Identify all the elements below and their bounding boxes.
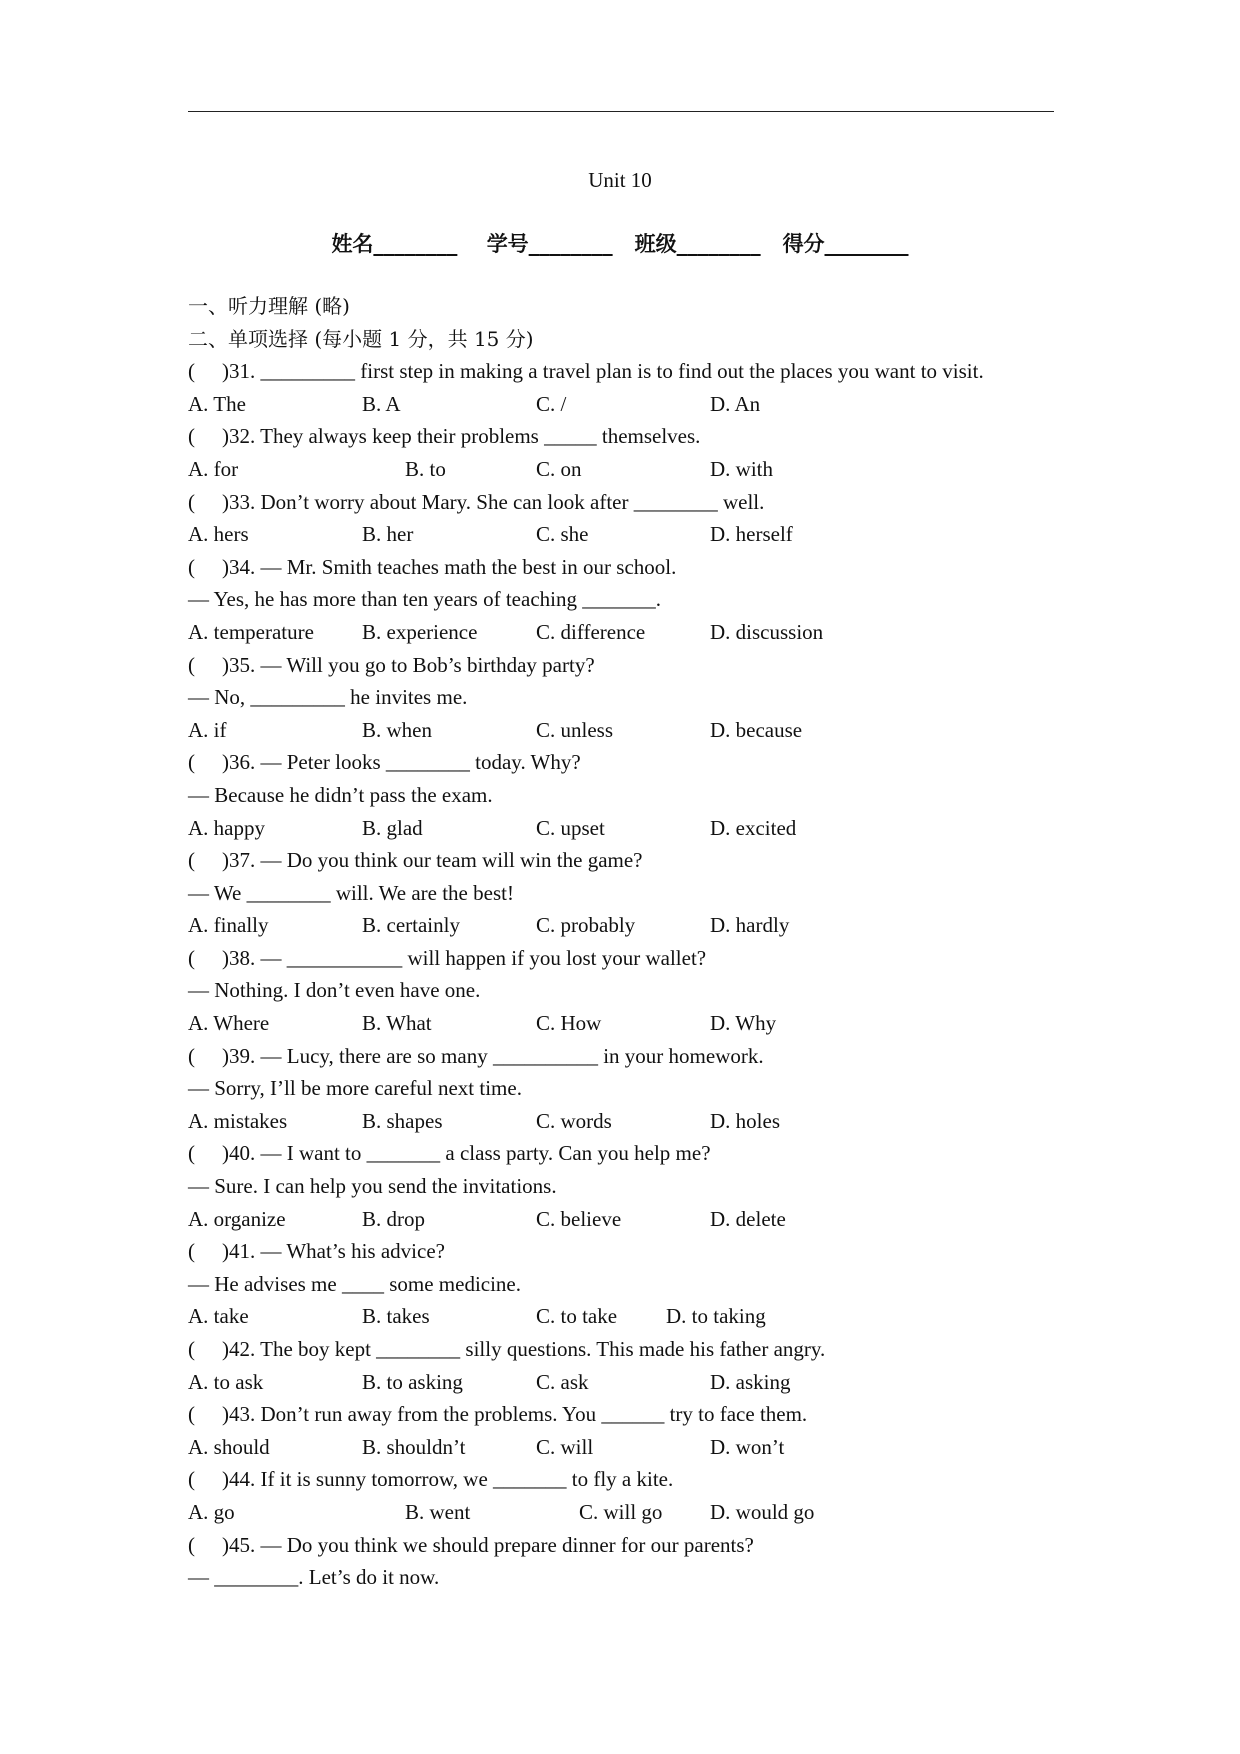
answer-options [188,1496,1068,1529]
section-heading: 二、单项选择 (每小题 1 分，共 15 分) [188,326,534,351]
option-b: B. to [405,456,446,481]
question-stem [188,649,1068,682]
question-text: )32. They always keep their problems _____ themselves. [222,424,701,449]
question-stem [188,942,1068,975]
option-c: C. unless [536,717,614,742]
answer-options [188,1105,1068,1138]
answer-options [188,1431,1068,1464]
option-c: C. will go [579,1499,663,1524]
question-stem [188,1398,1068,1431]
option-a: A. Where [188,1011,270,1036]
option-a: A. go [188,1499,235,1524]
question-stem [188,746,1068,779]
question-text: )35. — Will you go to Bob’s birthday party? [222,652,595,677]
answer-options [188,453,1068,486]
option-b: B. drop [362,1206,425,1231]
option-c: C. / [536,391,567,416]
question-text: )39. — Lucy, there are so many __________ in your homework. [222,1043,764,1068]
page-title: Unit 10 [588,168,652,192]
answer-bracket: ( [188,750,195,775]
class-field: 班级________ [634,232,761,256]
question-text: )45. — Do you think we should prepare dinner for our parents? [222,1532,754,1557]
option-d: D. won’t [710,1434,785,1459]
option-b: B. went [405,1499,471,1524]
answer-bracket: ( [188,489,195,514]
option-d: D. asking [710,1369,791,1394]
option-a: A. for [188,456,239,481]
option-c: C. ask [536,1369,589,1394]
option-d: D. holes [710,1108,780,1133]
option-b: B. when [362,717,432,742]
answer-options [188,909,1068,942]
option-b: B. A [362,391,401,416]
question-text: )34. — Mr. Smith teaches math the best in our school. [222,554,677,579]
option-c: C. she [536,522,589,547]
option-a: A. to ask [188,1369,264,1394]
answer-bracket: ( [188,1402,195,1427]
option-b: B. her [362,522,414,547]
answer-bracket: ( [188,424,195,449]
question-stem [188,1529,1068,1562]
answer-bracket: ( [188,1239,195,1264]
option-d: D. delete [710,1206,786,1231]
name-field: 姓名________ [331,232,458,256]
answer-options [188,812,1068,845]
option-d: D. Why [710,1011,777,1036]
option-c: C. upset [536,815,605,840]
option-d: D. to taking [666,1304,766,1329]
question-text: )36. — Peter looks ________ today. Why? [222,750,581,775]
option-b: B. experience [362,619,478,644]
option-d: D. hardly [710,913,790,938]
dialogue-line: — Sorry, I’ll be more careful next time. [188,1076,522,1101]
option-a: A. take [188,1304,249,1329]
answer-bracket: ( [188,1337,195,1361]
question-stem [188,1333,1068,1366]
option-c: C. believe [536,1206,622,1231]
dialogue-line: — We ________ will. We are the best! [188,880,514,905]
option-d: D. with [710,456,773,481]
option-b: B. to asking [362,1369,463,1394]
answer-bracket: ( [188,945,195,970]
question-stem [188,486,1068,519]
option-b: B. shapes [362,1108,443,1133]
answer-bracket: ( [188,359,195,384]
option-b: B. What [362,1011,432,1036]
option-d: D. An [710,391,761,416]
question-text: )43. Don’t run away from the problems. You ______ try to face them. [222,1402,808,1427]
option-a: A. should [188,1434,270,1459]
dialogue-line: — Sure. I can help you send the invitations. [188,1174,557,1199]
answer-bracket: ( [188,1532,195,1557]
option-d: D. herself [710,522,793,547]
answer-options [188,616,1068,649]
dialogue-line: — Nothing. I don’t even have one. [188,978,481,1003]
dialogue-line: — ________. Let’s do it now. [188,1565,440,1590]
option-d: D. would go [710,1499,815,1524]
option-c: C. How [536,1011,602,1036]
dialogue-line: — He advises me ____ some medicine. [188,1271,522,1296]
question-text: )31. _________ first step in making a travel plan is to find out the places you want to visit. [222,359,984,384]
option-a: A. mistakes [188,1108,288,1133]
answer-bracket: ( [188,1043,195,1068]
option-a: A. The [188,391,246,416]
option-a: A. organize [188,1206,286,1231]
question-text: )37. — Do you think our team will win the game? [222,848,643,873]
question-text: )44. If it is sunny tomorrow, we _______ to fly a kite. [222,1467,674,1492]
student-number-field: 学号________ [486,232,613,256]
answer-bracket: ( [188,554,195,579]
answer-options [188,388,1068,421]
answer-bracket: ( [188,1467,195,1492]
option-a: A. happy [188,815,265,840]
option-b: B. shouldn’t [362,1434,466,1459]
question-stem [188,1040,1068,1073]
option-c: C. probably [536,913,636,938]
section-heading: 一、听力理解 (略) [188,294,350,318]
question-text: )42. The boy kept ________ silly questions. This made his father angry. [222,1337,826,1361]
answer-options [188,1366,1068,1399]
answer-options [188,714,1068,747]
question-stem [188,551,1068,584]
option-a: A. hers [188,522,249,547]
dialogue-line: — Because he didn’t pass the exam. [188,782,493,807]
student-info-fields [0,228,1240,260]
answer-options [188,1203,1068,1236]
question-stem [188,1137,1068,1170]
option-b: B. glad [362,815,423,840]
question-stem [188,1463,1068,1496]
option-b: B. certainly [362,913,460,938]
answer-options [188,1300,1068,1333]
question-text: )40. — I want to _______ a class party. Can you help me? [222,1141,711,1166]
option-a: A. finally [188,913,269,938]
question-stem [188,355,1068,388]
answer-options [188,518,1068,551]
dialogue-line: — No, _________ he invites me. [188,685,468,710]
option-c: C. difference [536,619,646,644]
question-stem [188,1235,1068,1268]
question-text: )38. — ___________ will happen if you lost your wallet? [222,945,707,970]
answer-bracket: ( [188,1141,195,1166]
option-c: C. to take [536,1304,618,1329]
score-field: 得分________ [782,232,909,256]
option-b: B. takes [362,1304,430,1329]
option-c: C. will [536,1434,594,1459]
question-text: )33. Don’t worry about Mary. She can look after ________ well. [222,489,765,514]
dialogue-line: — Yes, he has more than ten years of teaching _______. [188,587,661,612]
question-stem [188,844,1068,877]
option-d: D. excited [710,815,797,840]
question-text: )41. — What’s his advice? [222,1239,445,1264]
exam-content [188,290,1068,1594]
header-rule [188,111,1054,112]
option-a: A. if [188,717,227,742]
answer-options [188,1007,1068,1040]
option-d: D. discussion [710,619,824,644]
answer-bracket: ( [188,652,195,677]
answer-bracket: ( [188,848,195,873]
question-stem [188,420,1068,453]
option-c: C. on [536,456,582,481]
option-a: A. temperature [188,619,314,644]
option-d: D. because [710,717,803,742]
option-c: C. words [536,1108,612,1133]
